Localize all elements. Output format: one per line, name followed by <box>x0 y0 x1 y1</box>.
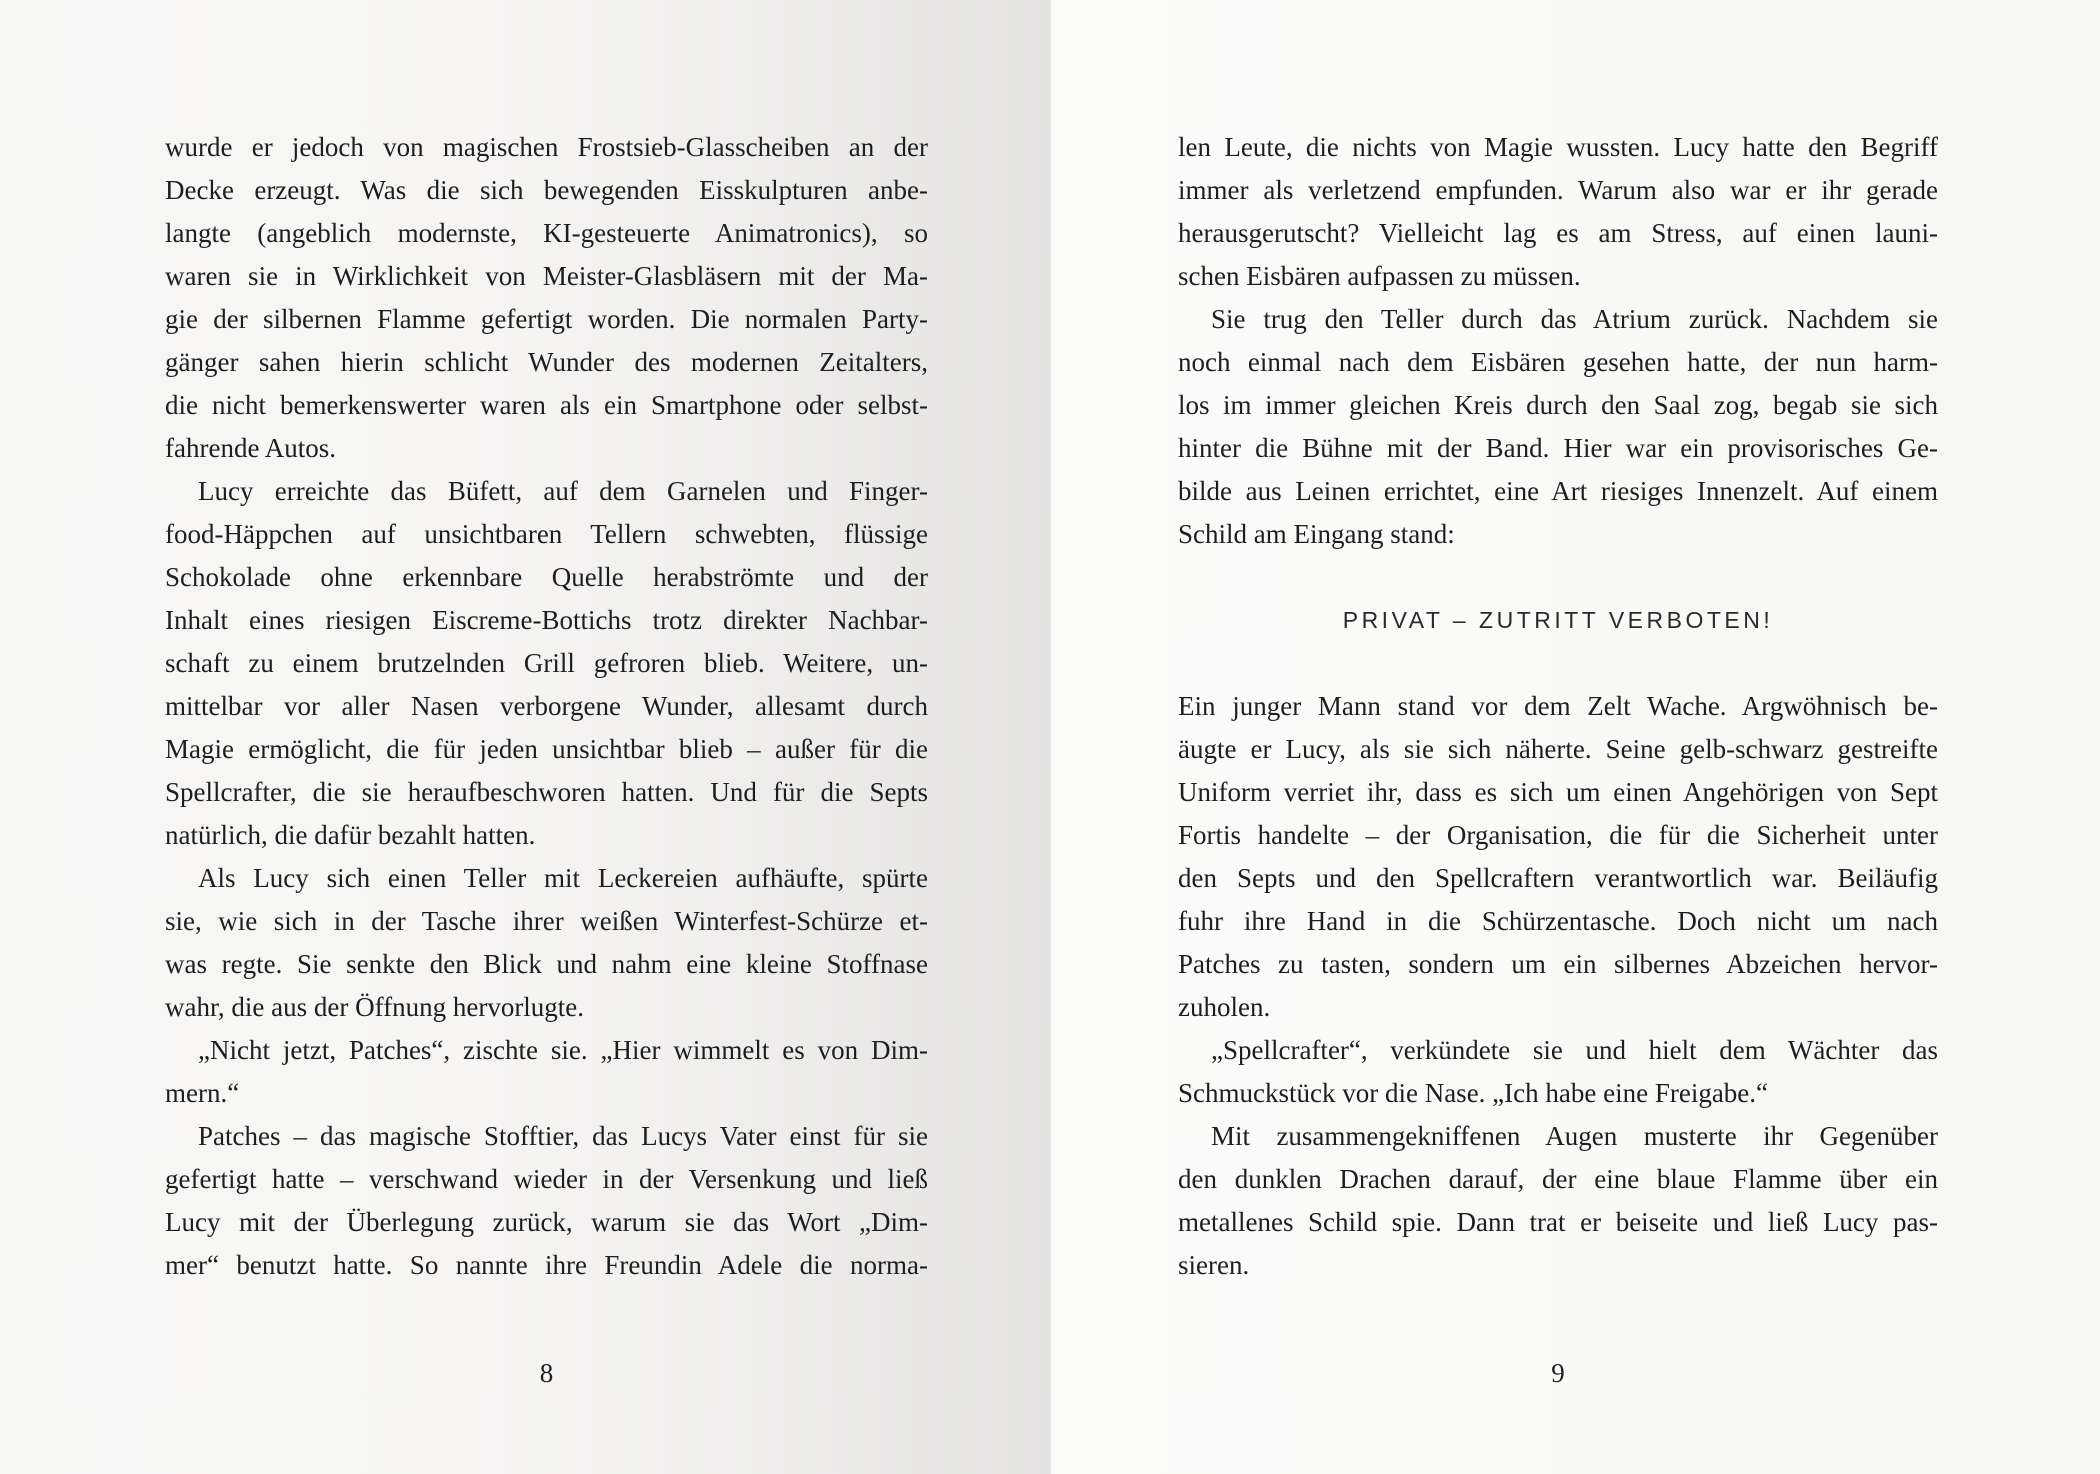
text-line <box>1178 642 1938 685</box>
text-line: schaft zu einem brutzelnden Grill gefroren blieb. Weitere, un- <box>165 648 928 678</box>
text-line: langte (angeblich modernste, KI-gesteuerte Animatronics), so <box>165 218 928 248</box>
text-line: immer als verletzend empfunden. Warum also war er ihr gerade <box>1178 175 1938 205</box>
text-line: len Leute, die nichts von Magie wussten. Lucy hatte den Begriff <box>1178 132 1938 162</box>
text-line: den dunklen Drachen darauf, der eine blaue Flamme über ein <box>1178 1164 1938 1194</box>
text-line: Uniform verriet ihr, dass es sich um einen Angehörigen von Sept <box>1178 777 1938 807</box>
text-line: bilde aus Leinen errichtet, eine Art riesiges Innenzelt. Auf einem <box>1178 476 1938 506</box>
text-line: waren sie in Wirklichkeit von Meister-Glasbläsern mit der Ma- <box>165 261 928 291</box>
text-line: „Nicht jetzt, Patches“, zischte sie. „Hier wimmelt es von Dim- <box>198 1035 928 1065</box>
text-line: Schmuckstück vor die Nase. „Ich habe eine Freigabe.“ <box>1178 1078 1769 1108</box>
page-left-textblock <box>165 126 928 1287</box>
page-right-textblock <box>1178 126 1938 1287</box>
text-line: los im immer gleichen Kreis durch den Saal zog, begab sie sich <box>1178 390 1938 420</box>
text-line: Patches – das magische Stofftier, das Lucys Vater einst für sie <box>198 1121 928 1151</box>
page-right <box>1050 0 2100 1474</box>
text-line: den Septs und den Spellcraftern verantwortlich war. Beiläufig <box>1178 863 1938 893</box>
text-line: Inhalt eines riesigen Eiscreme-Bottichs trotz direkter Nachbar- <box>165 605 928 635</box>
text-line: natürlich, die dafür bezahlt hatten. <box>165 820 536 850</box>
page-number-left: 8 <box>539 1358 554 1388</box>
text-line: gefertigt hatte – verschwand wieder in der Versenkung und ließ <box>165 1164 928 1194</box>
text-line: schen Eisbären aufpassen zu müssen. <box>1178 261 1581 291</box>
text-line: metallenes Schild spie. Dann trat er beiseite und ließ Lucy pas- <box>1178 1207 1938 1237</box>
text-line: herausgerutscht? Vielleicht lag es am Stress, auf einen launi- <box>1178 218 1938 248</box>
text-line: äugte er Lucy, als sie sich näherte. Seine gelb-schwarz gestreifte <box>1178 734 1938 764</box>
text-line: Schokolade ohne erkennbare Quelle herabströmte und der <box>165 562 928 592</box>
text-line: gie der silbernen Flamme gefertigt worden. Die normalen Party- <box>165 304 928 334</box>
text-line: Als Lucy sich einen Teller mit Leckereien aufhäufte, spürte <box>198 863 928 893</box>
text-line <box>1178 556 1938 599</box>
text-line: wahr, die aus der Öffnung hervorlugte. <box>165 992 585 1022</box>
text-line: wurde er jedoch von magischen Frostsieb-Glasscheiben an der <box>165 132 928 162</box>
text-line: sieren. <box>1178 1250 1250 1280</box>
page-gutter-shadow <box>1049 0 1052 1474</box>
text-line: Fortis handelte – der Organisation, die für die Sicherheit unter <box>1178 820 1938 850</box>
text-line: was regte. Sie senkte den Blick und nahm eine kleine Stoffnase <box>165 949 928 979</box>
page-number-right: 9 <box>1551 1358 1565 1388</box>
text-line: food-Häppchen auf unsichtbaren Tellern schwebten, flüssige <box>165 519 928 549</box>
sign-heading: PRIVAT – ZUTRITT VERBOTEN! <box>1342 607 1774 633</box>
text-line: mer“ benutzt hatte. So nannte ihre Freundin Adele die norma- <box>165 1250 928 1280</box>
text-line: hinter die Bühne mit der Band. Hier war ein provisorisches Ge- <box>1178 433 1938 463</box>
text-line: mittelbar vor aller Nasen verborgene Wunder, allesamt durch <box>165 691 928 721</box>
text-line: die nicht bemerkenswerter waren als ein Smartphone oder selbst- <box>165 390 928 420</box>
text-line: Ein junger Mann stand vor dem Zelt Wache. Argwöhnisch be- <box>1178 691 1938 721</box>
text-line: mern.“ <box>165 1078 240 1108</box>
text-line: Lucy erreichte das Büfett, auf dem Garnelen und Finger- <box>198 476 928 506</box>
text-line: Mit zusammengekniffenen Augen musterte ihr Gegenüber <box>1211 1121 1938 1151</box>
text-line: fahrende Autos. <box>165 433 336 463</box>
text-line: noch einmal nach dem Eisbären gesehen hatte, der nun harm- <box>1178 347 1938 377</box>
text-line: zuholen. <box>1178 992 1271 1022</box>
text-line: Magie ermöglicht, die für jeden unsichtbar blieb – außer für die <box>165 734 928 764</box>
text-line: Sie trug den Teller durch das Atrium zurück. Nachdem sie <box>1211 304 1938 334</box>
text-line: Spellcrafter, die sie heraufbeschworen hatten. Und für die Septs <box>165 777 928 807</box>
text-line: sie, wie sich in der Tasche ihrer weißen Winterfest-Schürze et- <box>165 906 928 936</box>
text-line: gänger sahen hierin schlicht Wunder des modernen Zeitalters, <box>165 347 928 377</box>
text-line: fuhr ihre Hand in die Schürzentasche. Doch nicht um nach <box>1178 906 1938 936</box>
text-line: Patches zu tasten, sondern um ein silbernes Abzeichen hervor- <box>1178 949 1938 979</box>
text-line: „Spellcrafter“, verkündete sie und hielt dem Wächter das <box>1211 1035 1938 1065</box>
text-line: Schild am Eingang stand: <box>1178 519 1455 549</box>
text-line: Lucy mit der Überlegung zurück, warum sie das Wort „Dim- <box>165 1207 928 1237</box>
text-line: Decke erzeugt. Was die sich bewegenden Eisskulpturen anbe- <box>165 175 928 205</box>
